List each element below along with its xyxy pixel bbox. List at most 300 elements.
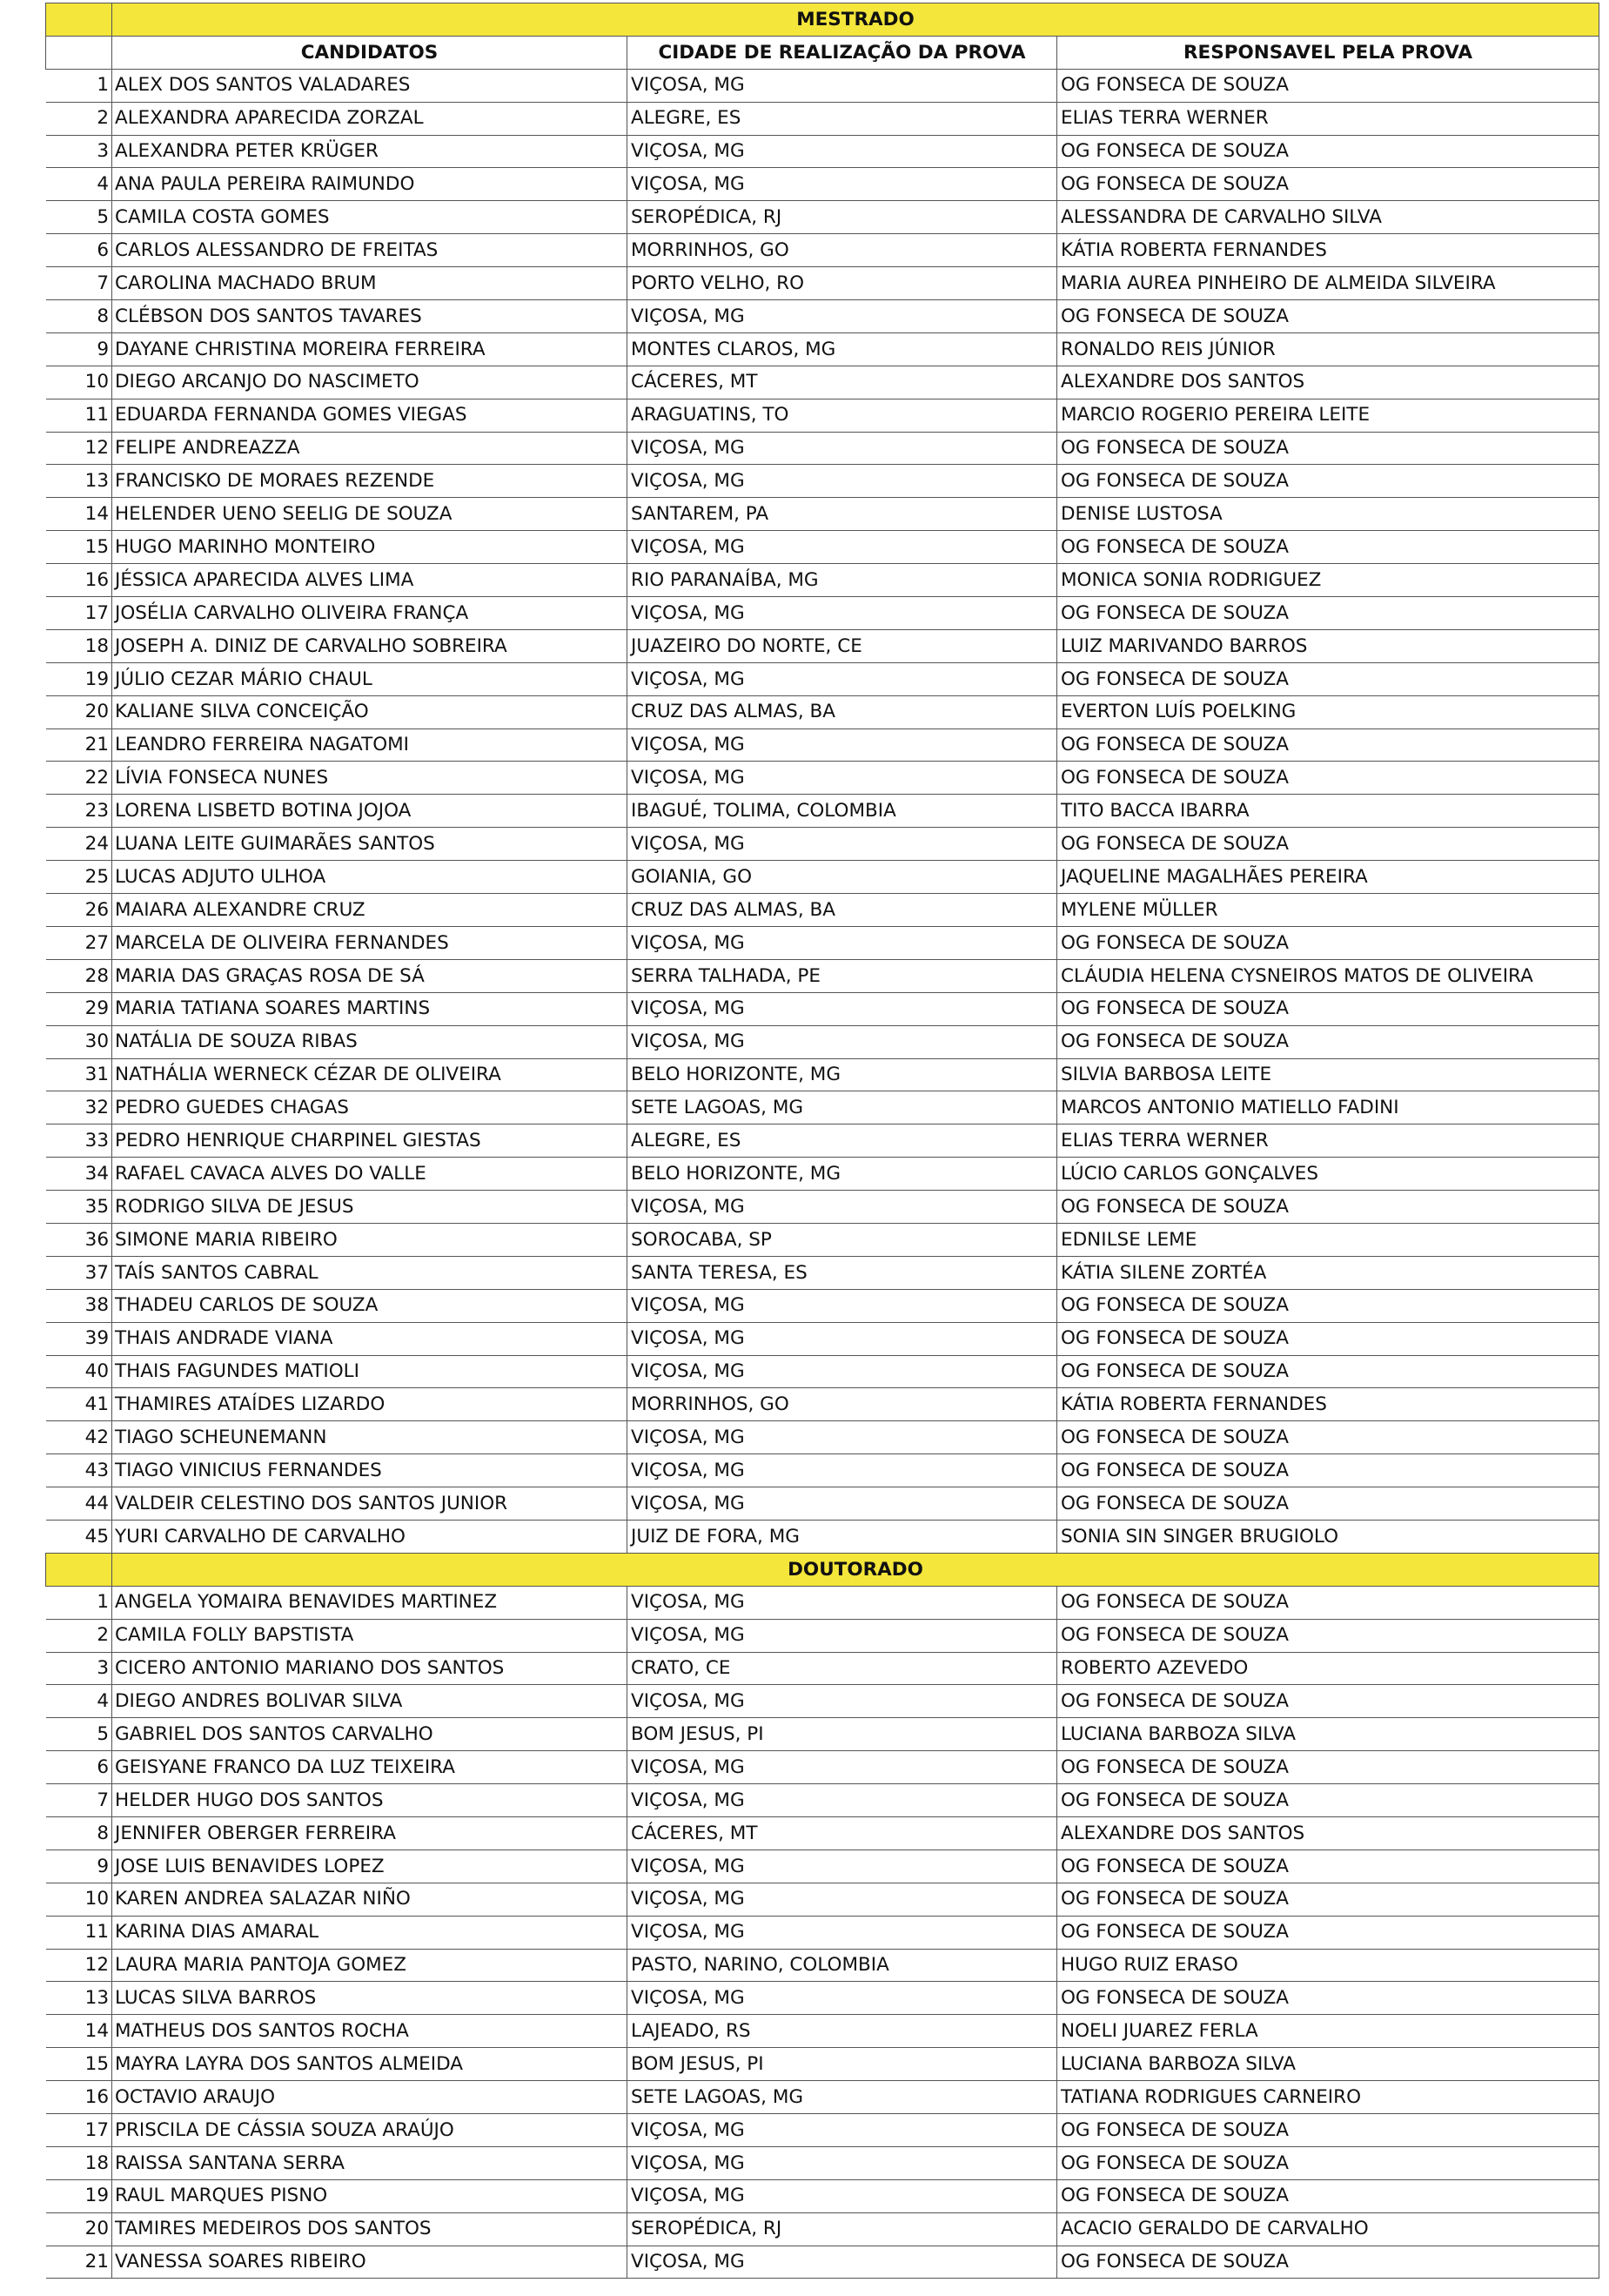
row-number: 44 [46,1487,112,1521]
row-number: 22 [46,762,112,795]
row-number: 28 [46,959,112,992]
row-number: 26 [46,894,112,927]
candidate-name: SIMONE MARIA RIBEIRO [112,1223,627,1256]
table-row [46,2048,1599,2081]
row-number: 7 [46,267,112,300]
exam-responsible: OG FONSECA DE SOUZA [1057,762,1599,795]
exam-city: VIÇOSA, MG [627,662,1057,695]
table-row [46,135,1599,168]
exam-responsible: MARCOS ANTONIO MATIELLO FADINI [1057,1091,1599,1125]
exam-city: VIÇOSA, MG [627,531,1057,564]
exam-responsible: OG FONSECA DE SOUZA [1057,992,1599,1025]
table-row [46,1223,1599,1256]
section-header-row [46,3,1599,37]
exam-responsible: OG FONSECA DE SOUZA [1057,2179,1599,2212]
exam-city: VIÇOSA, MG [627,300,1057,333]
row-number: 5 [46,201,112,234]
exam-responsible: EVERTON LUÍS POELKING [1057,695,1599,728]
row-number: 3 [46,135,112,168]
table-row [46,267,1599,300]
candidate-name: TIAGO VINICIUS FERNANDES [112,1454,627,1487]
exam-responsible: OG FONSECA DE SOUZA [1057,1586,1599,1619]
row-number: 3 [46,1652,112,1685]
row-number: 4 [46,168,112,201]
row-number: 2 [46,1619,112,1652]
exam-city: MONTES CLAROS, MG [627,332,1057,366]
exam-responsible: OG FONSECA DE SOUZA [1057,531,1599,564]
section-title: DOUTORADO [112,1553,1599,1586]
candidate-name: ALEXANDRA APARECIDA ZORZAL [112,102,627,135]
candidate-name: RAFAEL CAVACA ALVES DO VALLE [112,1158,627,1191]
row-number: 4 [46,1685,112,1718]
row-number: 20 [46,695,112,728]
exam-city: VIÇOSA, MG [627,1322,1057,1355]
exam-responsible: OG FONSECA DE SOUZA [1057,300,1599,333]
row-number: 21 [46,2246,112,2279]
exam-city: VIÇOSA, MG [627,1421,1057,1454]
candidate-name: CLÉBSON DOS SANTOS TAVARES [112,300,627,333]
exam-responsible: OG FONSECA DE SOUZA [1057,1025,1599,1058]
table-row [46,1322,1599,1355]
row-number: 1 [46,1586,112,1619]
column-header-row [46,36,1599,69]
row-number: 39 [46,1322,112,1355]
exam-city: BELO HORIZONTE, MG [627,1058,1057,1091]
table-row [46,234,1599,267]
candidate-name: LAURA MARIA PANTOJA GOMEZ [112,1949,627,1982]
exam-city: VIÇOSA, MG [627,992,1057,1025]
candidate-name: KARINA DIAS AMARAL [112,1916,627,1949]
exam-responsible: MYLENE MÜLLER [1057,894,1599,927]
table-row [46,465,1599,498]
table-row [46,695,1599,728]
exam-city: VIÇOSA, MG [627,597,1057,630]
row-number: 18 [46,2146,112,2179]
candidate-name: GEISYANE FRANCO DA LUZ TEIXEIRA [112,1751,627,1784]
candidate-name: RAISSA SANTANA SERRA [112,2146,627,2179]
row-number: 17 [46,2114,112,2147]
exam-responsible: OG FONSECA DE SOUZA [1057,1322,1599,1355]
candidate-name: CAMILA COSTA GOMES [112,201,627,234]
candidate-name: RAUL MARQUES PISNO [112,2179,627,2212]
exam-responsible: OG FONSECA DE SOUZA [1057,2114,1599,2147]
exam-responsible: KÁTIA SILENE ZORTÉA [1057,1256,1599,1289]
exam-responsible: OG FONSECA DE SOUZA [1057,2246,1599,2279]
table-row [46,564,1599,597]
table-row [46,1025,1599,1058]
exam-city: VIÇOSA, MG [627,168,1057,201]
exam-responsible: OG FONSECA DE SOUZA [1057,69,1599,102]
candidate-name: MAYRA LAYRA DOS SANTOS ALMEIDA [112,2048,627,2081]
candidate-name: JÉSSICA APARECIDA ALVES LIMA [112,564,627,597]
table-row [46,762,1599,795]
exam-responsible: ALESSANDRA DE CARVALHO SILVA [1057,201,1599,234]
exam-city: GOIANIA, GO [627,861,1057,894]
table-row [46,168,1599,201]
row-number: 35 [46,1191,112,1224]
exam-city: VIÇOSA, MG [627,828,1057,861]
row-number: 8 [46,300,112,333]
exam-responsible: EDNILSE LEME [1057,1223,1599,1256]
row-number: 15 [46,2048,112,2081]
exam-city: VIÇOSA, MG [627,926,1057,959]
candidate-name: LUCAS ADJUTO ULHOA [112,861,627,894]
candidate-name: CAROLINA MACHADO BRUM [112,267,627,300]
row-number: 45 [46,1520,112,1553]
candidate-name: GABRIEL DOS SANTOS CARVALHO [112,1718,627,1751]
exam-city: VIÇOSA, MG [627,1454,1057,1487]
table-row [46,1685,1599,1718]
exam-city: VIÇOSA, MG [627,1883,1057,1916]
table-row [46,1125,1599,1158]
exam-responsible: ROBERTO AZEVEDO [1057,1652,1599,1685]
row-number: 19 [46,2179,112,2212]
exam-city: SETE LAGOAS, MG [627,1091,1057,1125]
exam-responsible: LUCIANA BARBOZA SILVA [1057,1718,1599,1751]
table-row [46,795,1599,828]
exam-responsible: DENISE LUSTOSA [1057,498,1599,531]
exam-responsible: OG FONSECA DE SOUZA [1057,168,1599,201]
row-number: 25 [46,861,112,894]
row-number: 41 [46,1388,112,1421]
row-number: 12 [46,1949,112,1982]
candidates-table [45,3,1599,2279]
exam-responsible: LUIZ MARIVANDO BARROS [1057,629,1599,662]
table-row [46,1619,1599,1652]
candidate-name: JÚLIO CEZAR MÁRIO CHAUL [112,662,627,695]
exam-city: VIÇOSA, MG [627,2146,1057,2179]
table-row [46,2146,1599,2179]
exam-responsible: ALEXANDRE DOS SANTOS [1057,1816,1599,1850]
table-row [46,102,1599,135]
row-number: 32 [46,1091,112,1125]
candidate-name: FRANCISKO DE MORAES REZENDE [112,465,627,498]
row-number: 13 [46,1982,112,2015]
row-number: 13 [46,465,112,498]
table-row [46,728,1599,762]
table-row [46,1058,1599,1091]
exam-responsible: OG FONSECA DE SOUZA [1057,2146,1599,2179]
row-number: 15 [46,531,112,564]
candidate-name: LORENA LISBETD BOTINA JOJOA [112,795,627,828]
exam-responsible: OG FONSECA DE SOUZA [1057,1421,1599,1454]
row-number: 40 [46,1355,112,1388]
candidate-name: YURI CARVALHO DE CARVALHO [112,1520,627,1553]
exam-city: SETE LAGOAS, MG [627,2081,1057,2114]
exam-city: SERRA TALHADA, PE [627,959,1057,992]
section-title: MESTRADO [112,3,1599,37]
table-row [46,1355,1599,1388]
table-row [46,1421,1599,1454]
exam-city: PASTO, NARINO, COLOMBIA [627,1949,1057,1982]
exam-city: CRUZ DAS ALMAS, BA [627,695,1057,728]
table-row [46,69,1599,102]
candidate-name: MATHEUS DOS SANTOS ROCHA [112,2015,627,2048]
exam-responsible: OG FONSECA DE SOUZA [1057,1751,1599,1784]
table-row [46,1949,1599,1982]
exam-responsible: OG FONSECA DE SOUZA [1057,1850,1599,1883]
candidate-name: VANESSA SOARES RIBEIRO [112,2246,627,2279]
candidate-name: HELENDER UENO SEELIG DE SOUZA [112,498,627,531]
candidate-name: PRISCILA DE CÁSSIA SOUZA ARAÚJO [112,2114,627,2147]
candidate-name: PEDRO HENRIQUE CHARPINEL GIESTAS [112,1125,627,1158]
table-row [46,1982,1599,2015]
exam-responsible: OG FONSECA DE SOUZA [1057,728,1599,762]
row-number: 16 [46,2081,112,2114]
candidate-name: TAÍS SANTOS CABRAL [112,1256,627,1289]
exam-responsible: OG FONSECA DE SOUZA [1057,1454,1599,1487]
exam-responsible: ACACIO GERALDO DE CARVALHO [1057,2212,1599,2246]
table-row [46,432,1599,465]
exam-city: JUIZ DE FORA, MG [627,1520,1057,1553]
exam-city: VIÇOSA, MG [627,2246,1057,2279]
exam-city: VIÇOSA, MG [627,432,1057,465]
table-row [46,332,1599,366]
exam-city: CÁCERES, MT [627,366,1057,399]
row-number: 36 [46,1223,112,1256]
table-row [46,629,1599,662]
candidate-name: RODRIGO SILVA DE JESUS [112,1191,627,1224]
candidate-name: DAYANE CHRISTINA MOREIRA FERREIRA [112,332,627,366]
row-number: 9 [46,332,112,366]
exam-responsible: SONIA SIN SINGER BRUGIOLO [1057,1520,1599,1553]
exam-city: BOM JESUS, PI [627,2048,1057,2081]
exam-responsible: TITO BACCA IBARRA [1057,795,1599,828]
candidate-name: HUGO MARINHO MONTEIRO [112,531,627,564]
candidate-name: KALIANE SILVA CONCEIÇÃO [112,695,627,728]
row-number: 42 [46,1421,112,1454]
row-number: 10 [46,366,112,399]
exam-city: IBAGUÉ, TOLIMA, COLOMBIA [627,795,1057,828]
row-number: 24 [46,828,112,861]
row-number: 31 [46,1058,112,1091]
table-row [46,992,1599,1025]
table-row [46,1916,1599,1949]
table-row [46,1454,1599,1487]
candidate-name: JOSEPH A. DINIZ DE CARVALHO SOBREIRA [112,629,627,662]
candidate-name: LÍVIA FONSECA NUNES [112,762,627,795]
table-row [46,1289,1599,1322]
exam-responsible: SILVIA BARBOSA LEITE [1057,1058,1599,1091]
candidate-name: KAREN ANDREA SALAZAR NIÑO [112,1883,627,1916]
table-body [46,3,1599,2279]
exam-city: PORTO VELHO, RO [627,267,1057,300]
candidate-name: CICERO ANTONIO MARIANO DOS SANTOS [112,1652,627,1685]
exam-city: BOM JESUS, PI [627,1718,1057,1751]
table-row [46,662,1599,695]
exam-responsible: OG FONSECA DE SOUZA [1057,1916,1599,1949]
exam-responsible: OG FONSECA DE SOUZA [1057,1685,1599,1718]
exam-responsible: OG FONSECA DE SOUZA [1057,1784,1599,1817]
exam-city: VIÇOSA, MG [627,465,1057,498]
section-spacer-cell [46,1553,112,1586]
table-row [46,366,1599,399]
header-number-cell [46,36,112,69]
exam-city: VIÇOSA, MG [627,1289,1057,1322]
row-number: 8 [46,1816,112,1850]
exam-responsible: NOELI JUAREZ FERLA [1057,2015,1599,2048]
row-number: 43 [46,1454,112,1487]
exam-city: VIÇOSA, MG [627,1850,1057,1883]
table-row [46,1784,1599,1817]
exam-city: VIÇOSA, MG [627,1487,1057,1521]
candidate-name: CAMILA FOLLY BAPSTISTA [112,1619,627,1652]
exam-city: VIÇOSA, MG [627,1025,1057,1058]
row-number: 10 [46,1883,112,1916]
row-number: 17 [46,597,112,630]
table-row [46,1850,1599,1883]
candidate-name: MARIA DAS GRAÇAS ROSA DE SÁ [112,959,627,992]
row-number: 29 [46,992,112,1025]
candidate-name: THAIS ANDRADE VIANA [112,1322,627,1355]
row-number: 7 [46,1784,112,1817]
exam-responsible: OG FONSECA DE SOUZA [1057,1355,1599,1388]
exam-city: JUAZEIRO DO NORTE, CE [627,629,1057,662]
row-number: 14 [46,498,112,531]
table-row [46,959,1599,992]
exam-city: MORRINHOS, GO [627,234,1057,267]
row-number: 1 [46,69,112,102]
candidate-name: VALDEIR CELESTINO DOS SANTOS JUNIOR [112,1487,627,1521]
table-row [46,2212,1599,2246]
exam-city: VIÇOSA, MG [627,1982,1057,2015]
exam-responsible: OG FONSECA DE SOUZA [1057,926,1599,959]
row-number: 33 [46,1125,112,1158]
candidate-name: PEDRO GUEDES CHAGAS [112,1091,627,1125]
exam-responsible: OG FONSECA DE SOUZA [1057,662,1599,695]
candidate-name: NATHÁLIA WERNECK CÉZAR DE OLIVEIRA [112,1058,627,1091]
table-row [46,201,1599,234]
exam-city: CRATO, CE [627,1652,1057,1685]
candidate-name: ANA PAULA PEREIRA RAIMUNDO [112,168,627,201]
exam-responsible: HUGO RUIZ ERASO [1057,1949,1599,1982]
table-row [46,2015,1599,2048]
table-row [46,828,1599,861]
exam-city: CRUZ DAS ALMAS, BA [627,894,1057,927]
candidate-name: CARLOS ALESSANDRO DE FREITAS [112,234,627,267]
table-row [46,1256,1599,1289]
row-number: 16 [46,564,112,597]
column-header-candidatos: CANDIDATOS [112,36,627,69]
table-row [46,1091,1599,1125]
exam-responsible: OG FONSECA DE SOUZA [1057,432,1599,465]
row-number: 19 [46,662,112,695]
exam-responsible: LUCIANA BARBOZA SILVA [1057,2048,1599,2081]
exam-responsible: OG FONSECA DE SOUZA [1057,135,1599,168]
exam-city: VIÇOSA, MG [627,762,1057,795]
candidate-name: OCTAVIO ARAUJO [112,2081,627,2114]
table-row [46,2114,1599,2147]
exam-responsible: MONICA SONIA RODRIGUEZ [1057,564,1599,597]
exam-city: SEROPÉDICA, RJ [627,201,1057,234]
candidate-name: ALEX DOS SANTOS VALADARES [112,69,627,102]
exam-city: ALEGRE, ES [627,1125,1057,1158]
candidate-name: JENNIFER OBERGER FERREIRA [112,1816,627,1850]
section-header-row [46,1553,1599,1586]
row-number: 34 [46,1158,112,1191]
exam-responsible: OG FONSECA DE SOUZA [1057,1982,1599,2015]
exam-city: SEROPÉDICA, RJ [627,2212,1057,2246]
exam-responsible: JAQUELINE MAGALHÃES PEREIRA [1057,861,1599,894]
exam-city: VIÇOSA, MG [627,1916,1057,1949]
candidate-name: ANGELA YOMAIRA BENAVIDES MARTINEZ [112,1586,627,1619]
row-number: 12 [46,432,112,465]
exam-responsible: ELIAS TERRA WERNER [1057,102,1599,135]
exam-city: VIÇOSA, MG [627,1784,1057,1817]
row-number: 6 [46,1751,112,1784]
table-row [46,1487,1599,1521]
table-row [46,399,1599,432]
exam-city: VIÇOSA, MG [627,2114,1057,2147]
row-number: 9 [46,1850,112,1883]
table-row [46,531,1599,564]
exam-city: SOROCABA, SP [627,1223,1057,1256]
exam-responsible: OG FONSECA DE SOUZA [1057,1289,1599,1322]
table-row [46,1158,1599,1191]
exam-responsible: ALEXANDRE DOS SANTOS [1057,366,1599,399]
row-number: 30 [46,1025,112,1058]
table-row [46,1652,1599,1685]
candidate-name: MARIA TATIANA SOARES MARTINS [112,992,627,1025]
table-row [46,2246,1599,2279]
candidate-name: DIEGO ANDRES BOLIVAR SILVA [112,1685,627,1718]
candidate-name: THADEU CARLOS DE SOUZA [112,1289,627,1322]
row-number: 2 [46,102,112,135]
exam-city: LAJEADO, RS [627,2015,1057,2048]
table-row [46,498,1599,531]
table-row [46,1816,1599,1850]
exam-city: ALEGRE, ES [627,102,1057,135]
exam-responsible: RONALDO REIS JÚNIOR [1057,332,1599,366]
section-spacer-cell [46,3,112,37]
table-row [46,597,1599,630]
candidate-name: NATÁLIA DE SOUZA RIBAS [112,1025,627,1058]
table-row [46,1751,1599,1784]
exam-responsible: MARIA AUREA PINHEIRO DE ALMEIDA SILVEIRA [1057,267,1599,300]
column-header-responsavel: RESPONSAVEL PELA PROVA [1057,36,1599,69]
table-row [46,1191,1599,1224]
table-row [46,1520,1599,1553]
exam-responsible: OG FONSECA DE SOUZA [1057,1191,1599,1224]
exam-city: VIÇOSA, MG [627,728,1057,762]
exam-city: BELO HORIZONTE, MG [627,1158,1057,1191]
candidate-name: LEANDRO FERREIRA NAGATOMI [112,728,627,762]
exam-responsible: TATIANA RODRIGUES CARNEIRO [1057,2081,1599,2114]
exam-city: ARAGUATINS, TO [627,399,1057,432]
candidate-name: FELIPE ANDREAZZA [112,432,627,465]
exam-city: VIÇOSA, MG [627,1619,1057,1652]
table-row [46,300,1599,333]
exam-city: RIO PARANAÍBA, MG [627,564,1057,597]
candidate-name: THAIS FAGUNDES MATIOLI [112,1355,627,1388]
candidate-name: JOSE LUIS BENAVIDES LOPEZ [112,1850,627,1883]
exam-responsible: MARCIO ROGERIO PEREIRA LEITE [1057,399,1599,432]
exam-city: VIÇOSA, MG [627,1191,1057,1224]
exam-responsible: OG FONSECA DE SOUZA [1057,597,1599,630]
exam-responsible: OG FONSECA DE SOUZA [1057,1619,1599,1652]
exam-responsible: CLÁUDIA HELENA CYSNEIROS MATOS DE OLIVEIRA [1057,959,1599,992]
candidate-name: THAMIRES ATAÍDES LIZARDO [112,1388,627,1421]
exam-city: VIÇOSA, MG [627,69,1057,102]
row-number: 6 [46,234,112,267]
exam-city: MORRINHOS, GO [627,1388,1057,1421]
row-number: 18 [46,629,112,662]
table-row [46,894,1599,927]
row-number: 11 [46,1916,112,1949]
exam-city: VIÇOSA, MG [627,1586,1057,1619]
row-number: 38 [46,1289,112,1322]
row-number: 37 [46,1256,112,1289]
